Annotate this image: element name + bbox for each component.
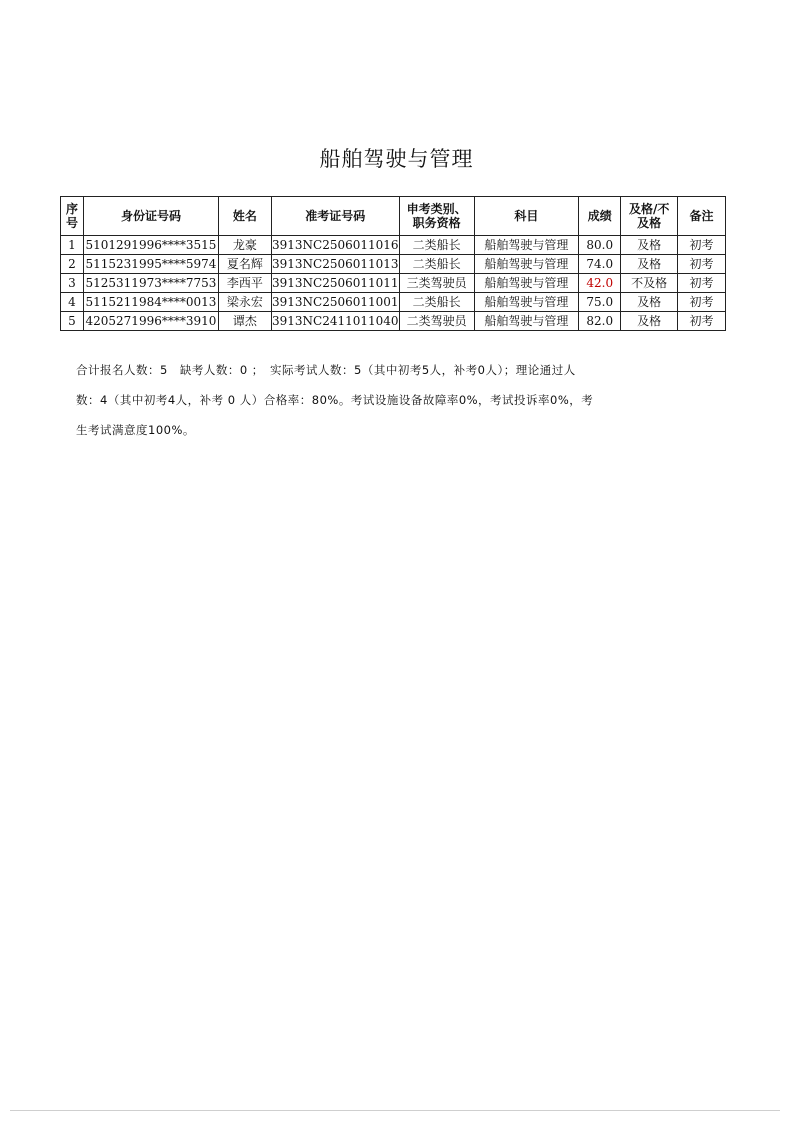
cell-result: 不及格 [621,274,678,293]
cell-name: 夏名辉 [218,255,271,274]
cell-subject: 船舶驾驶与管理 [474,293,579,312]
cell-index: 3 [61,274,84,293]
cell-ticket: 3913NC2506011001 [271,293,399,312]
header-index: 序 号 [61,197,84,236]
cell-id-number: 5115231995****5974 [83,255,218,274]
header-name: 姓名 [218,197,271,236]
header-id-number: 身份证号码 [83,197,218,236]
cell-ticket: 3913NC2411011040 [271,312,399,331]
results-table [60,196,726,331]
cell-id-number: 5115211984****0013 [83,293,218,312]
cell-note: 初考 [678,312,726,331]
cell-note: 初考 [678,236,726,255]
cell-id-number: 4205271996****3910 [83,312,218,331]
cell-category: 二类船长 [399,293,474,312]
cell-note: 初考 [678,255,726,274]
cell-category: 三类驾驶员 [399,274,474,293]
cell-category: 二类船长 [399,255,474,274]
cell-subject: 船舶驾驶与管理 [474,312,579,331]
cell-note: 初考 [678,293,726,312]
cell-subject: 船舶驾驶与管理 [474,236,579,255]
table-row [61,236,726,255]
summary-line: 生考试满意度100%。 [76,423,195,437]
cell-name: 李西平 [218,274,271,293]
summary-line: 数：4（其中初考4人，补考 0 人）合格率：80%。考试设施设备故障率0%，考试投诉率0%，考 [76,393,594,407]
cell-score: 82.0 [579,312,621,331]
table-row [61,255,726,274]
cell-name: 梁永宏 [218,293,271,312]
cell-note: 初考 [678,274,726,293]
cell-index: 2 [61,255,84,274]
cell-ticket: 3913NC2506011013 [271,255,399,274]
cell-result: 及格 [621,293,678,312]
cell-result: 及格 [621,255,678,274]
cell-index: 5 [61,312,84,331]
table-row [61,293,726,312]
cell-id-number: 5101291996****3515 [83,236,218,255]
header-result: 及格/不 及格 [621,197,678,236]
cell-index: 1 [61,236,84,255]
cell-ticket: 3913NC2506011016 [271,236,399,255]
cell-subject: 船舶驾驶与管理 [474,274,579,293]
cell-name: 谭杰 [218,312,271,331]
cell-category: 二类驾驶员 [399,312,474,331]
summary-line: 合计报名人数：5 缺考人数：0 ； 实际考试人数：5（其中初考5人，补考0人）；理论通过人 [76,363,576,377]
page-edge-divider [10,1110,780,1111]
cell-score: 80.0 [579,236,621,255]
table-row [61,312,726,331]
cell-ticket: 3913NC2506011011 [271,274,399,293]
cell-score: 74.0 [579,255,621,274]
header-score: 成绩 [579,197,621,236]
cell-category: 二类船长 [399,236,474,255]
table-header-row [61,197,726,236]
header-category: 申考类别、 职务资格 [399,197,474,236]
header-subject: 科目 [474,197,579,236]
summary-paragraph [76,355,656,445]
cell-result: 及格 [621,236,678,255]
page-title: 船舶驾驶与管理 [319,147,474,171]
cell-index: 4 [61,293,84,312]
header-note: 备注 [678,197,726,236]
header-ticket: 准考证号码 [271,197,399,236]
cell-result: 及格 [621,312,678,331]
cell-name: 龙豪 [218,236,271,255]
cell-score-failed: 42.0 [579,274,621,293]
cell-id-number: 5125311973****7753 [83,274,218,293]
cell-subject: 船舶驾驶与管理 [474,255,579,274]
cell-score: 75.0 [579,293,621,312]
table-row [61,274,726,293]
